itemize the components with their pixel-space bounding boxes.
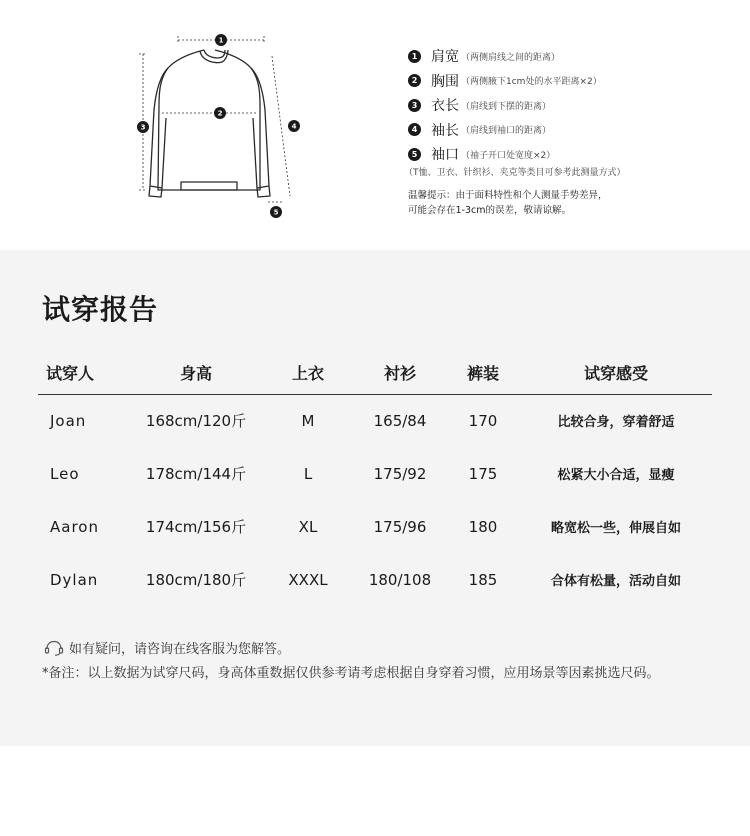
cell-name: Joan — [50, 411, 87, 430]
cell-feel: 略宽松一些，伸展自如 — [550, 521, 681, 536]
cell-pants: 175 — [468, 464, 498, 483]
legend-label: 袖口 — [431, 147, 459, 164]
legend-item-length — [408, 93, 738, 118]
header-shirt: 衬衫 — [354, 352, 446, 394]
header-pants: 裤装 — [446, 352, 520, 394]
header-top: 上衣 — [262, 352, 354, 394]
cell-shirt: 175/96 — [373, 517, 427, 536]
cell-pants: 170 — [468, 411, 498, 430]
mark-3: 3 — [140, 123, 146, 132]
sleeve-line — [272, 56, 290, 196]
table-row — [38, 500, 712, 553]
cell-feel: 合体有松量，活动自如 — [550, 574, 681, 589]
legend-item-cuff — [408, 142, 738, 167]
cell-height: 180cm/180斤 — [145, 571, 247, 589]
report-title: 试穿报告 — [42, 293, 159, 326]
header-height: 身高 — [130, 352, 262, 394]
header-tester: 试穿人 — [38, 352, 130, 394]
legend-number-badge: 4 — [408, 123, 421, 136]
legend-item-chest — [408, 69, 738, 94]
headset-icon — [44, 640, 64, 656]
legend-number-badge: 3 — [408, 99, 421, 112]
service-text: 如有疑问，请咨询在线客服为您解答。 — [69, 642, 291, 657]
table-row — [38, 394, 712, 447]
legend-description: （两侧肩线之间的距离） — [461, 52, 561, 63]
legend-label: 肩宽 — [431, 49, 459, 66]
cell-name: Aaron — [50, 517, 99, 536]
table-row — [38, 553, 712, 606]
table-header-row — [38, 352, 712, 394]
cell-top: XL — [298, 517, 318, 536]
legend-description: （肩线到袖口的距离） — [461, 126, 552, 137]
measurement-tip — [408, 188, 608, 218]
legend-description: （两侧腋下1cm处的水平距离×2） — [461, 77, 602, 88]
table-row — [38, 447, 712, 500]
cell-feel: 比较合身，穿着舒适 — [557, 415, 675, 431]
tip-line-1: 温馨提示：由于面料特性和个人测量手势差异， — [408, 190, 608, 201]
measurement-guide — [0, 0, 750, 250]
legend-description: （肩线到下摆的距离） — [461, 101, 552, 112]
legend-item-shoulder — [408, 44, 738, 69]
fit-table — [38, 352, 712, 606]
cell-name: Dylan — [50, 570, 99, 589]
fit-report — [0, 250, 750, 746]
cell-shirt: 180/108 — [368, 570, 432, 589]
mark-4: 4 — [291, 122, 297, 131]
mark-5: 5 — [273, 208, 279, 217]
cell-height: 168cm/120斤 — [145, 412, 247, 431]
cell-top: XXXL — [288, 570, 328, 589]
header-feel: 试穿感受 — [520, 352, 712, 394]
legend-note: （T恤、卫衣、针织衫、夹克等类目可参考此测量方式） — [404, 167, 626, 178]
legend-label: 胸围 — [431, 73, 459, 90]
mark-1: 1 — [218, 36, 224, 45]
legend-number-badge: 5 — [408, 148, 421, 161]
cell-pants: 180 — [468, 517, 498, 536]
measurement-legend — [404, 44, 738, 178]
cell-feel: 松紧大小合适，显瘦 — [557, 468, 675, 483]
cell-top: L — [303, 464, 313, 483]
tip-line-2: 可能会存在1-3cm的误差，敬请谅解。 — [408, 205, 571, 216]
legend-label: 袖长 — [431, 122, 459, 139]
legend-label: 衣长 — [431, 98, 459, 115]
sweater-outline — [149, 50, 270, 197]
mark-2: 2 — [217, 109, 223, 118]
cell-name: Leo — [50, 464, 80, 483]
sweater-diagram — [132, 26, 312, 224]
customer-service-note — [44, 638, 290, 657]
legend-description: （袖子开口处宽度×2） — [461, 150, 556, 161]
cell-shirt: 175/92 — [373, 464, 427, 483]
cell-top: M — [301, 411, 315, 430]
cell-shirt: 165/84 — [373, 411, 427, 430]
bottom-blank — [0, 746, 750, 836]
legend-item-sleeve — [408, 118, 738, 143]
cell-pants: 185 — [468, 570, 498, 589]
cell-height: 174cm/156斤 — [145, 518, 247, 536]
legend-number-badge: 1 — [408, 50, 421, 63]
legend-number-badge: 2 — [408, 74, 421, 87]
cell-height: 178cm/144斤 — [145, 465, 247, 483]
remark-text: *备注：以上数据为试穿尺码，身高体重数据仅供参考请考虑根据自身穿着习惯，应用场景等因素挑选尺码。 — [42, 666, 660, 681]
